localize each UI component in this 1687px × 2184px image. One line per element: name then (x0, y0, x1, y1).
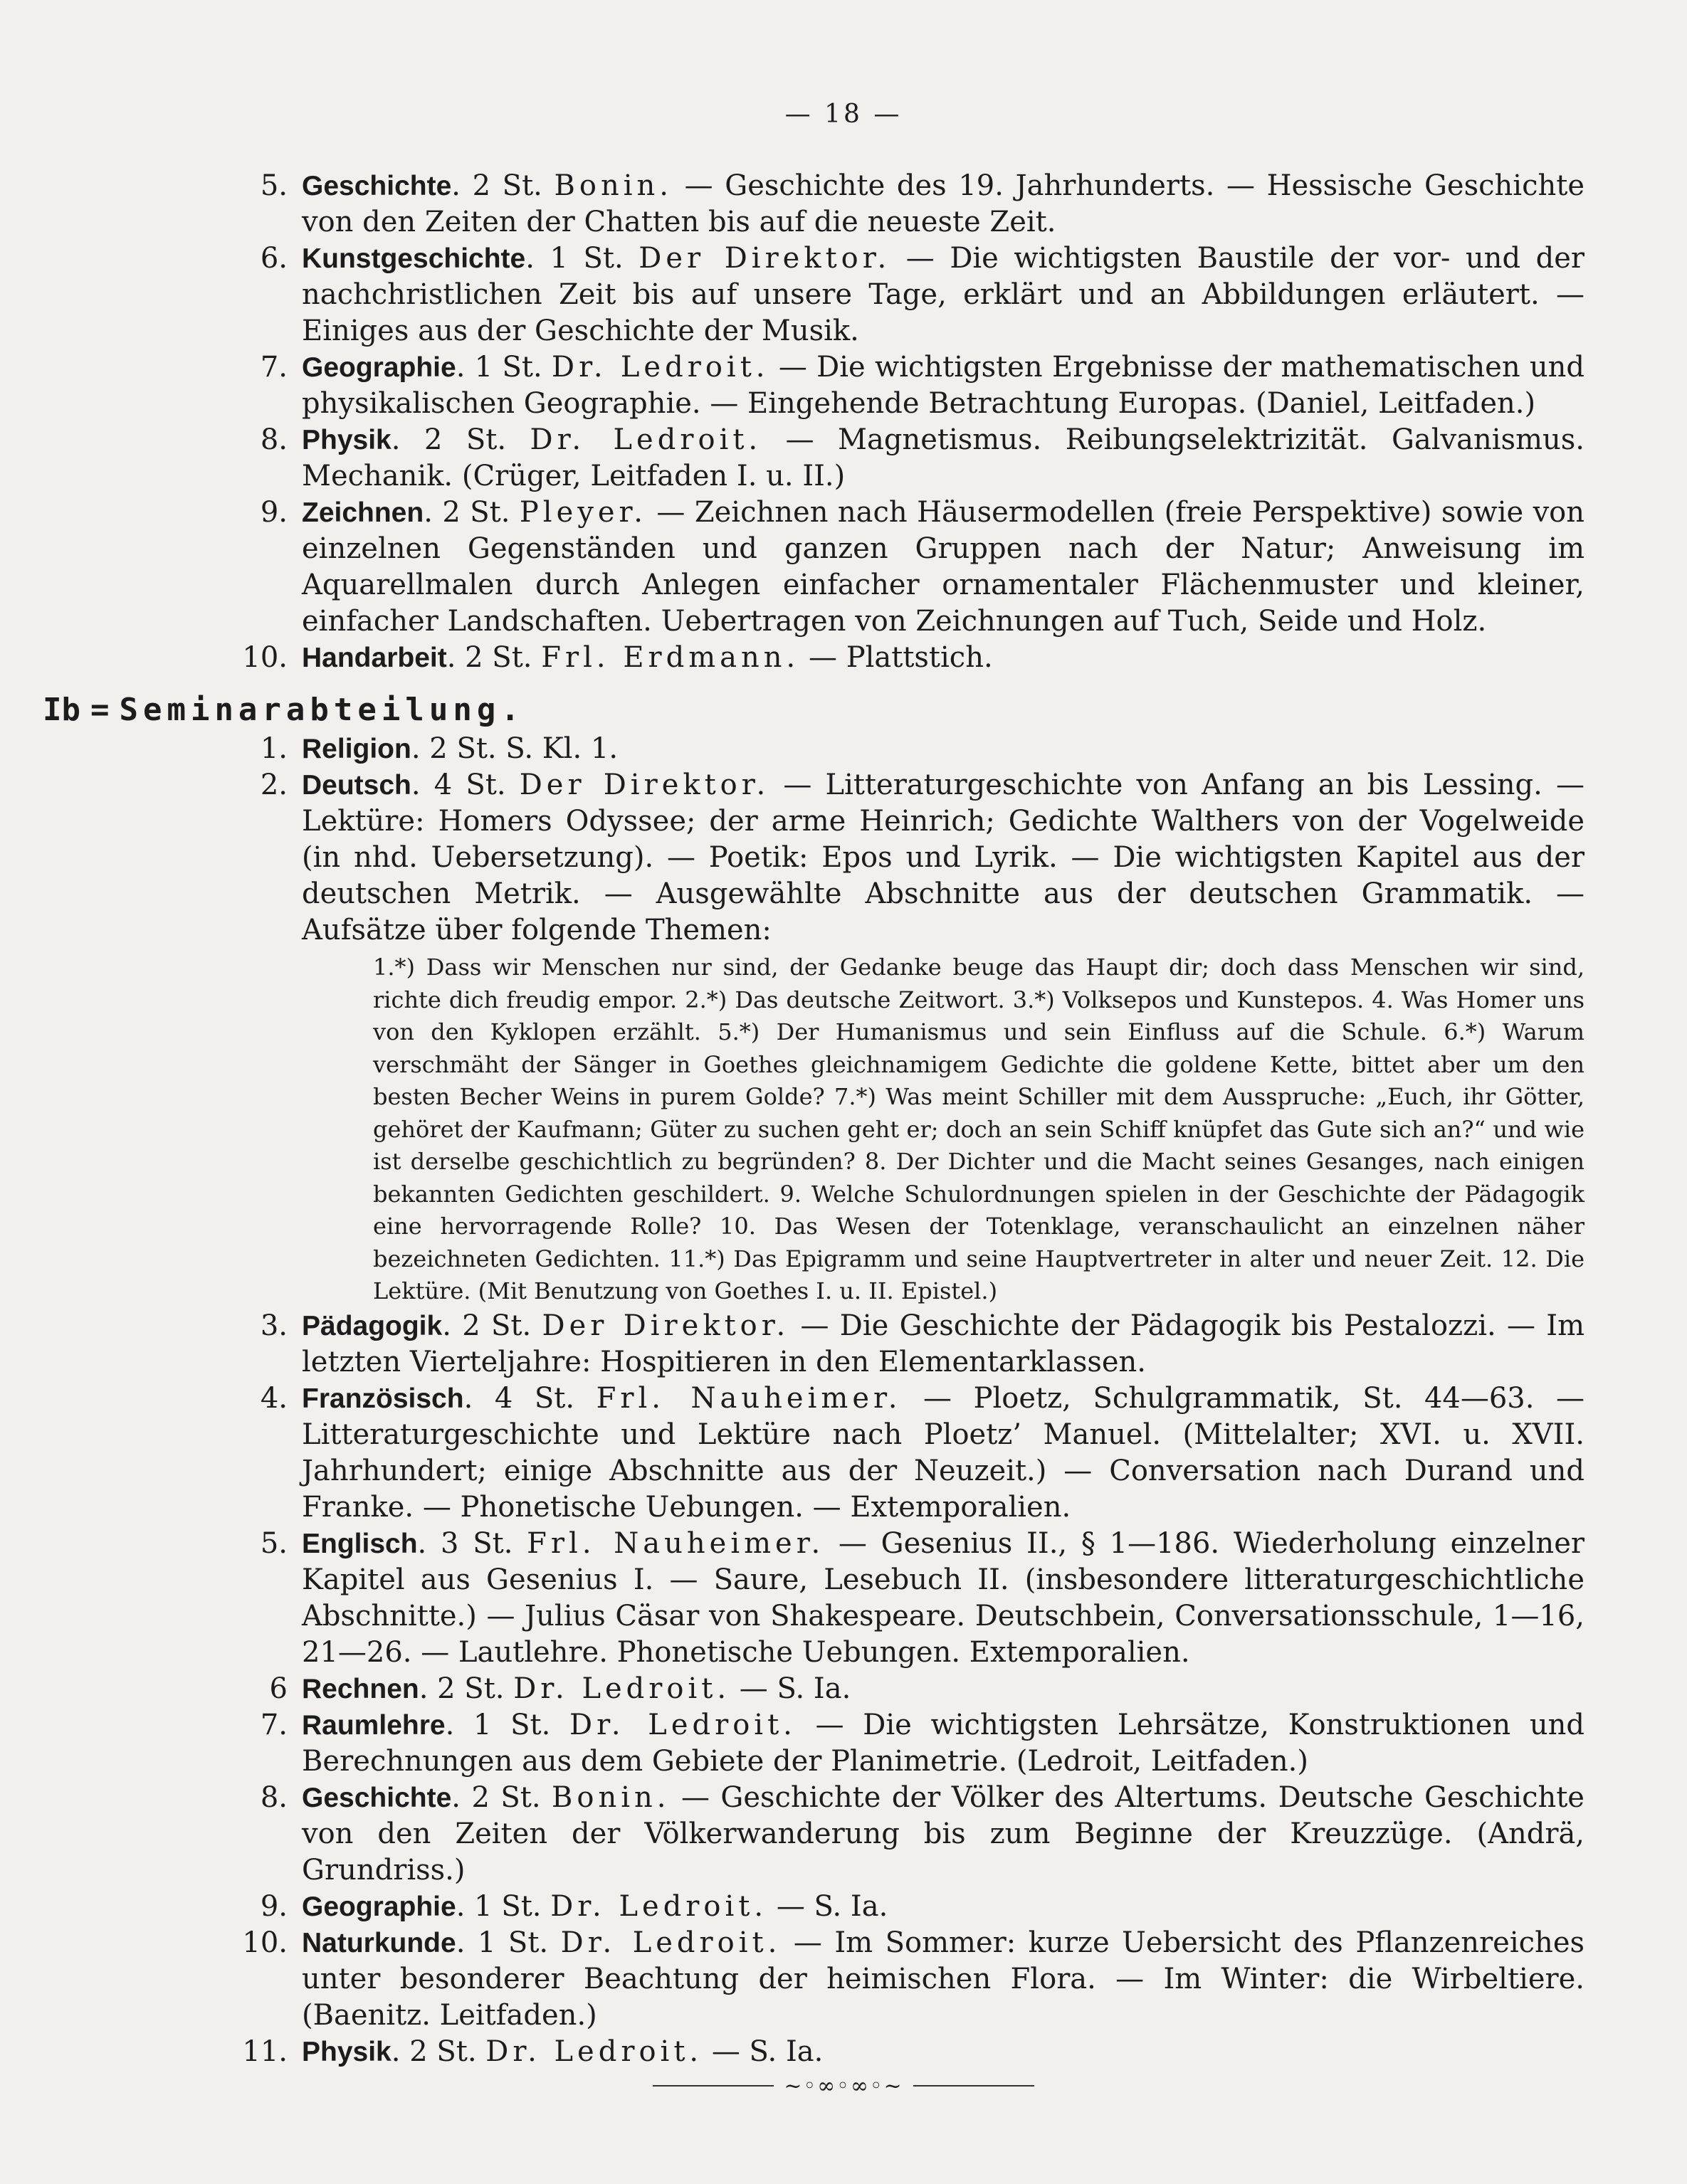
entry-teacher: Dr. Ledroit. (513, 1672, 731, 1705)
course-entry: 7. Raumlehre. 1 St. Dr. Ledroit. — Die wichtigsten Lehrsätze, Konstruktionen und Berechnungen aus dem Gebiete der Planimetrie. (Ledroit, Leitfaden.) (165, 1707, 1584, 1780)
entry-subject: Geschichte (302, 1782, 452, 1813)
entry-hours: 2 St. (424, 423, 507, 456)
entry-text: — Die wichtigsten Baustile der vor- und der nachchristlichen Zeit bis auf unsere Tage, erklärt und an Abbildungen erläutert. — Einiges aus der Geschichte der Musik. (302, 242, 1585, 347)
entry-subject: Kunstgeschichte (302, 243, 526, 274)
course-entry: 5. Englisch. 3 St. Frl. Nauheimer. — Gesenius II., § 1—186. Wiederholung einzelner Kapitel aus Gesenius I. — Saure, Lesebuch II. (insbesondere litteraturgeschichtliche Abschnitte.) — Julius Cäsar von Shakespeare. Deutschbein, Conversationsschule, 1—16, 21—26. — Lautlehre. Phonetische Uebungen. Extemporalien. (165, 1526, 1584, 1671)
section-title: Seminarabteilung. (119, 692, 525, 728)
course-entry: 11. Physik. 2 St. Dr. Ledroit. — S. Ia. (165, 2034, 1584, 2070)
ornament-rule-left (653, 2085, 774, 2087)
entry-teacher: Der Direktor. (519, 769, 770, 801)
entry-hours: 1 St. (550, 242, 624, 275)
entry-number: 10. (242, 1926, 288, 1959)
entry-number: 10. (242, 641, 288, 674)
entry-number: 3. (260, 1309, 288, 1342)
entry-hours: 2 St. (465, 641, 532, 674)
entry-hours: 2 St. (471, 1781, 541, 1814)
entry-subject: Physik (302, 2036, 391, 2067)
entry-teacher: Dr. Ledroit. (485, 2035, 703, 2068)
entry-number: 2. (260, 769, 288, 801)
entry-number: 7. (260, 1708, 288, 1741)
entry-text: — S. Ia. (711, 2035, 824, 2068)
entry-hours: 2 St. (462, 1309, 532, 1342)
entry-hours: 1 St. (473, 1708, 551, 1741)
entry-teacher: Dr. Ledroit. (550, 1889, 768, 1923)
equals-sign: = (90, 692, 110, 728)
entry-number: 6. (260, 242, 288, 275)
entry-number: 7. (260, 351, 288, 384)
entry-hours: 1 St. (474, 1889, 542, 1923)
entry-hours: 4 St. (433, 769, 506, 801)
entry-teacher: Bonin. (554, 169, 673, 202)
entry-subject: Geschichte (302, 171, 452, 201)
ornament-rule-right (913, 2085, 1034, 2087)
entry-subject: Pädagogik (302, 1310, 443, 1341)
entry-text: — Litteraturgeschichte von Anfang an bis Lessing. — Lektüre: Homers Odyssee; der arme Heinrich; Gedichte Walthers von der Vogelweide (in nhd. Uebersetzung). — Poetik: Epos und Lyrik. — Die wichtigsten Kapitel aus der deutschen Metrik. — Ausgewählte Abschnitte aus der deutschen Grammatik. — Aufsätze über folgende Themen: (302, 769, 1585, 946)
entry-text: — Ploetz, Schulgrammatik, St. 44—63. — Litteraturgeschichte und Lektüre nach Ploetz’ Manuel. (Mittelalter; XVI. u. XVII. Jahrhundert; einige Abschnitte aus der Neuzeit.) — Conversation nach Durand und Franke. — Phonetische Uebungen. — Extemporalien. (302, 1381, 1585, 1524)
section-heading (43, 692, 525, 728)
entry-subject: Geographie (302, 352, 456, 383)
course-entry: 3. Pädagogik. 2 St. Der Direktor. — Die Geschichte der Pädagogik bis Pestalozzi. — Im letzten Vierteljahre: Hospitieren in den Elementarklassen. (165, 1308, 1584, 1381)
page-number: — 18 — (784, 100, 903, 129)
course-list-seminar (165, 731, 1584, 2070)
entry-subject: Englisch (302, 1528, 418, 1559)
entry-teacher: Frl. Nauheimer. (596, 1381, 902, 1415)
course-entry: 10. Naturkunde. 1 St. Dr. Ledroit. — Im Sommer: kurze Uebersicht des Pflanzenreiches unter besonderer Beachtung der heimischen Flora. — Im Winter: die Wirbeltiere. (Baenitz. Leitfaden.) (165, 1925, 1584, 2034)
entry-teacher: Der Direktor. (638, 242, 891, 275)
entry-number: 4. (260, 1381, 288, 1415)
entry-text: — Plattstich. (808, 641, 993, 674)
entry-text: — Zeichnen nach Häusermodellen (freie Perspektive) sowie von einzelnen Gegenständen und ganzen Gruppen nach der Natur; Anweisung im Aquarellmalen durch Anlegen einfacher ornamentaler Flächenmuster und kleiner, einfacher Landschaften. Uebertragen von Zeichnungen auf Tuch, Seide und Holz. (302, 496, 1585, 638)
course-entry: 8. Geschichte. 2 St. Bonin. — Geschichte der Völker des Altertums. Deutsche Geschichte von den Zeiten der Völkerwanderung bis zum Beginne der Kreuzzüge. (Andrä, Grundriss.) (165, 1780, 1584, 1889)
entry-number: 11. (242, 2035, 288, 2068)
course-entry: 9. Geographie. 1 St. Dr. Ledroit. — S. Ia. (165, 1889, 1584, 1925)
entry-number: 6 (269, 1672, 288, 1705)
entry-text: — Die wichtigsten Lehrsätze, Konstruktionen und Berechnungen aus dem Gebiete der Planimetrie. (Ledroit, Leitfaden.) (302, 1708, 1584, 1778)
entry-text: — S. Ia. (776, 1889, 888, 1923)
entry-teacher: Pleyer. (519, 496, 647, 529)
course-entry-religion: 1. Religion. 2 St. S. Kl. 1. (165, 731, 1584, 767)
entry-text: — Die wichtigsten Ergebnisse der mathematischen und physikalischen Geographie. — Eingehende Betrachtung Europas. (Daniel, Leitfaden.) (302, 351, 1585, 420)
entry-hours: 2 St. (409, 2035, 477, 2068)
entry-subject: Zeichnen (302, 497, 424, 528)
entry-hours: 2 St. (429, 732, 497, 765)
entry-hours: 2 St. (437, 1672, 505, 1705)
entry-subject: Physik (302, 425, 391, 455)
entry-text: — Die Geschichte der Pädagogik bis Pestalozzi. — Im letzten Vierteljahre: Hospitieren in den Elementarklassen. (302, 1309, 1585, 1378)
end-ornament (0, 2072, 1687, 2099)
entry-text: — Geschichte des 19. Jahrhunderts. — Hessische Geschichte von den Zeiten der Chatten bis auf die neueste Zeit. (302, 169, 1584, 238)
entry-subject: Geographie (302, 1891, 456, 1922)
class-code: Ib (43, 692, 80, 728)
course-entry: 8. Physik. 2 St. Dr. Ledroit. — Magnetismus. Reibungselektrizität. Galvanismus. Mechanik. (Crüger, Leitfaden I. u. II.) (165, 422, 1584, 495)
entry-teacher: Der Direktor. (542, 1309, 790, 1342)
course-entry: 9. Zeichnen. 2 St. Pleyer. — Zeichnen nach Häusermodellen (freie Perspektive) sowie von einzelnen Gegenständen und ganzen Gruppen nach der Natur; Anweisung im Aquarellmalen durch Anlegen einfacher ornamentaler Flächenmuster und kleiner, einfacher Landschaften. Uebertragen von Zeichnungen auf Tuch, Seide und Holz. (165, 495, 1584, 640)
entry-subject: Französisch (302, 1383, 464, 1414)
course-entry: 7. Geographie. 1 St. Dr. Ledroit. — Die wichtigsten Ergebnisse der mathematischen und physikalischen Geographie. — Eingehende Betrachtung Europas. (Daniel, Leitfaden.) (165, 349, 1584, 422)
entry-subject: Rechnen (302, 1673, 419, 1704)
entry-subject: Naturkunde (302, 1927, 456, 1958)
entry-teacher: Bonin. (551, 1781, 671, 1814)
entry-number: 1. (260, 732, 288, 765)
course-entry-deutsch: 2. Deutsch. 4 St. Der Direktor. — Litteraturgeschichte von Anfang an bis Lessing. — Lektüre: Homers Odyssee; der arme Heinrich; Gedichte Walthers von der Vogelweide (in nhd. Uebersetzung). — Poetik: Epos und Lyrik. — Die wichtigsten Kapitel aus der deutschen Metrik. — Ausgewählte Abschnitte aus der deutschen Grammatik. — Aufsätze über folgende Themen: 1.*) Dass wir Menschen nur sind, der Gedanke beuge das Haupt dir; doch dass Menschen wir sind, richte dich freudig empor. 2.*) Das deutsche Zeitwort. 3.*) Volksepos und Kunstepos. 4. Was Homer uns von den Kyklopen erzählt. 5.*) Der Humanismus und sein Einfluss auf die Schule. 6.*) Warum verschmäht der Sänger in Goethes gleichnamigem Gedichte die goldene Kette, bittet aber um den besten Becher Weins in purem Golde? 7.*) Was meint Schiller mit dem Ausspruche: „Euch, ihr Götter, gehöret der Kaufmann; Güter zu suchen geht er; doch an sein Schiff knüpfet das Gute sich an?“ und wie ist derselbe geschichtlich zu begründen? 8. Der Dichter und die Macht seines Gesanges, nach einigen bekannten Gedichten geschildert. 9. Welche Schulordnungen spielen in der Geschichte der Pädagogik eine hervorragende Rolle? 10. Das Wesen der Totenklage, veranschaulicht an einzelnen näher bezeichneten Gedichten. 11.*) Das Epigramm und seine Hauptvertreter in alter und neuer Zeit. 12. Die Lektüre. (Mit Benutzung von Goethes I. u. II. Epistel.) (165, 767, 1584, 1308)
course-entry: 5. Geschichte. 2 St. Bonin. — Geschichte des 19. Jahrhunderts. — Hessische Geschichte von den Zeiten der Chatten bis auf die neueste Zeit. (165, 168, 1584, 241)
entry-hours: 2 St. (472, 169, 542, 202)
entry-subject: Deutsch (302, 770, 411, 801)
entry-hours: 4 St. (494, 1381, 575, 1415)
entry-subject: Handarbeit (302, 643, 447, 673)
course-entry: 10. Handarbeit. 2 St. Frl. Erdmann. — Plattstich. (165, 640, 1584, 676)
entry-hours: 1 St. (474, 351, 542, 384)
entry-teacher: Frl. Nauheimer. (527, 1526, 825, 1560)
entry-teacher: Dr. Ledroit. (569, 1708, 797, 1741)
entry-number: 8. (260, 1781, 288, 1814)
entry-text: S. Kl. 1. (505, 732, 619, 765)
entry-number: 9. (260, 496, 288, 529)
course-entry: 4. Französisch. 4 St. Frl. Nauheimer. — Ploetz, Schulgrammatik, St. 44—63. — Litteraturgeschichte und Lektüre nach Ploetz’ Manuel. (Mittelalter; XVI. u. XVII. Jahrhundert; einige Abschnitte aus der Neuzeit.) — Conversation nach Durand und Franke. — Phonetische Uebungen. — Extemporalien. (165, 1381, 1584, 1526)
entry-text: — S. Ia. (739, 1672, 851, 1705)
entry-number: 5. (260, 169, 288, 202)
entry-subject: Religion (302, 734, 411, 764)
ornament-flourish: ~◦∞◦∞◦~ (784, 2073, 903, 2099)
entry-number: 5. (260, 1526, 288, 1560)
essay-themes: 1.*) Dass wir Menschen nur sind, der Gedanke beuge das Haupt dir; doch dass Menschen wir sind, richte dich freudig empor. 2.*) Das deutsche Zeitwort. 3.*) Volksepos und Kunstepos. 4. Was Homer uns von den Kyklopen erzählt. 5.*) Der Humanismus und sein Einfluss auf die Schule. 6.*) Warum verschmäht der Sänger in Goethes gleichnamigem Gedichte die goldene Kette, bittet aber um den besten Becher Weins in purem Golde? 7.*) Was meint Schiller mit dem Ausspruche: „Euch, ihr Götter, gehöret der Kaufmann; Güter zu suchen geht er; doch an sein Schiff knüpfet das Gute sich an?“ und wie ist derselbe geschichtlich zu begründen? 8. Der Dichter und die Macht seines Gesanges, nach einigen bekannten Gedichten geschildert. 9. Welche Schulordnungen spielen in der Geschichte der Pädagogik eine hervorragende Rolle? 10. Das Wesen der Totenklage, veranschaulicht an einzelnen näher bezeichneten Gedichten. 11.*) Das Epigramm und seine Hauptvertreter in alter und neuer Zeit. 12. Die Lektüre. (Mit Benutzung von Goethes I. u. II. Epistel.) (373, 954, 1584, 1304)
entry-number: 8. (260, 423, 288, 456)
entry-subject: Raumlehre (302, 1709, 446, 1741)
entry-text: — Im Sommer: kurze Uebersicht des Pflanzenreiches unter besonderer Beachtung der heimischen Flora. — Im Winter: die Wirbeltiere. (Baenitz. Leitfaden.) (302, 1926, 1585, 2032)
entry-number: 9. (260, 1889, 288, 1923)
entry-text: — Magnetismus. Reibungselektrizität. Galvanismus. Mechanik. (Crüger, Leitfaden I. u. II.) (302, 423, 1584, 492)
course-entry: 6 Rechnen. 2 St. Dr. Ledroit. — S. Ia. (165, 1671, 1584, 1707)
entry-teacher: Dr. Ledroit. (560, 1926, 782, 1959)
entry-teacher: Dr. Ledroit. (530, 423, 762, 456)
course-list-first (165, 168, 1584, 676)
entry-teacher: Dr. Ledroit. (552, 351, 769, 384)
entry-hours: 2 St. (442, 496, 510, 529)
entry-text: — Geschichte der Völker des Altertums. Deutsche Geschichte von den Zeiten der Völkerwanderung bis zum Beginne der Kreuzzüge. (Andrä, Grundriss.) (302, 1781, 1584, 1887)
entry-hours: 1 St. (477, 1926, 549, 1959)
entry-hours: 3 St. (441, 1526, 513, 1560)
entry-teacher: Frl. Erdmann. (541, 641, 800, 674)
course-entry: 6. Kunstgeschichte. 1 St. Der Direktor. — Die wichtigsten Baustile der vor- und der nachchristlichen Zeit bis auf unsere Tage, erklärt und an Abbildungen erläutert. — Einiges aus der Geschichte der Musik. (165, 241, 1584, 349)
entry-text: — Gesenius II., § 1—186. Wiederholung einzelner Kapitel aus Gesenius I. — Saure, Lesebuch II. (insbesondere litteraturgeschichtliche Abschnitte.) — Julius Cäsar von Shakespeare. Deutschbein, Conversationsschule, 1—16, 21—26. — Lautlehre. Phonetische Uebungen. Extemporalien. (302, 1526, 1584, 1669)
